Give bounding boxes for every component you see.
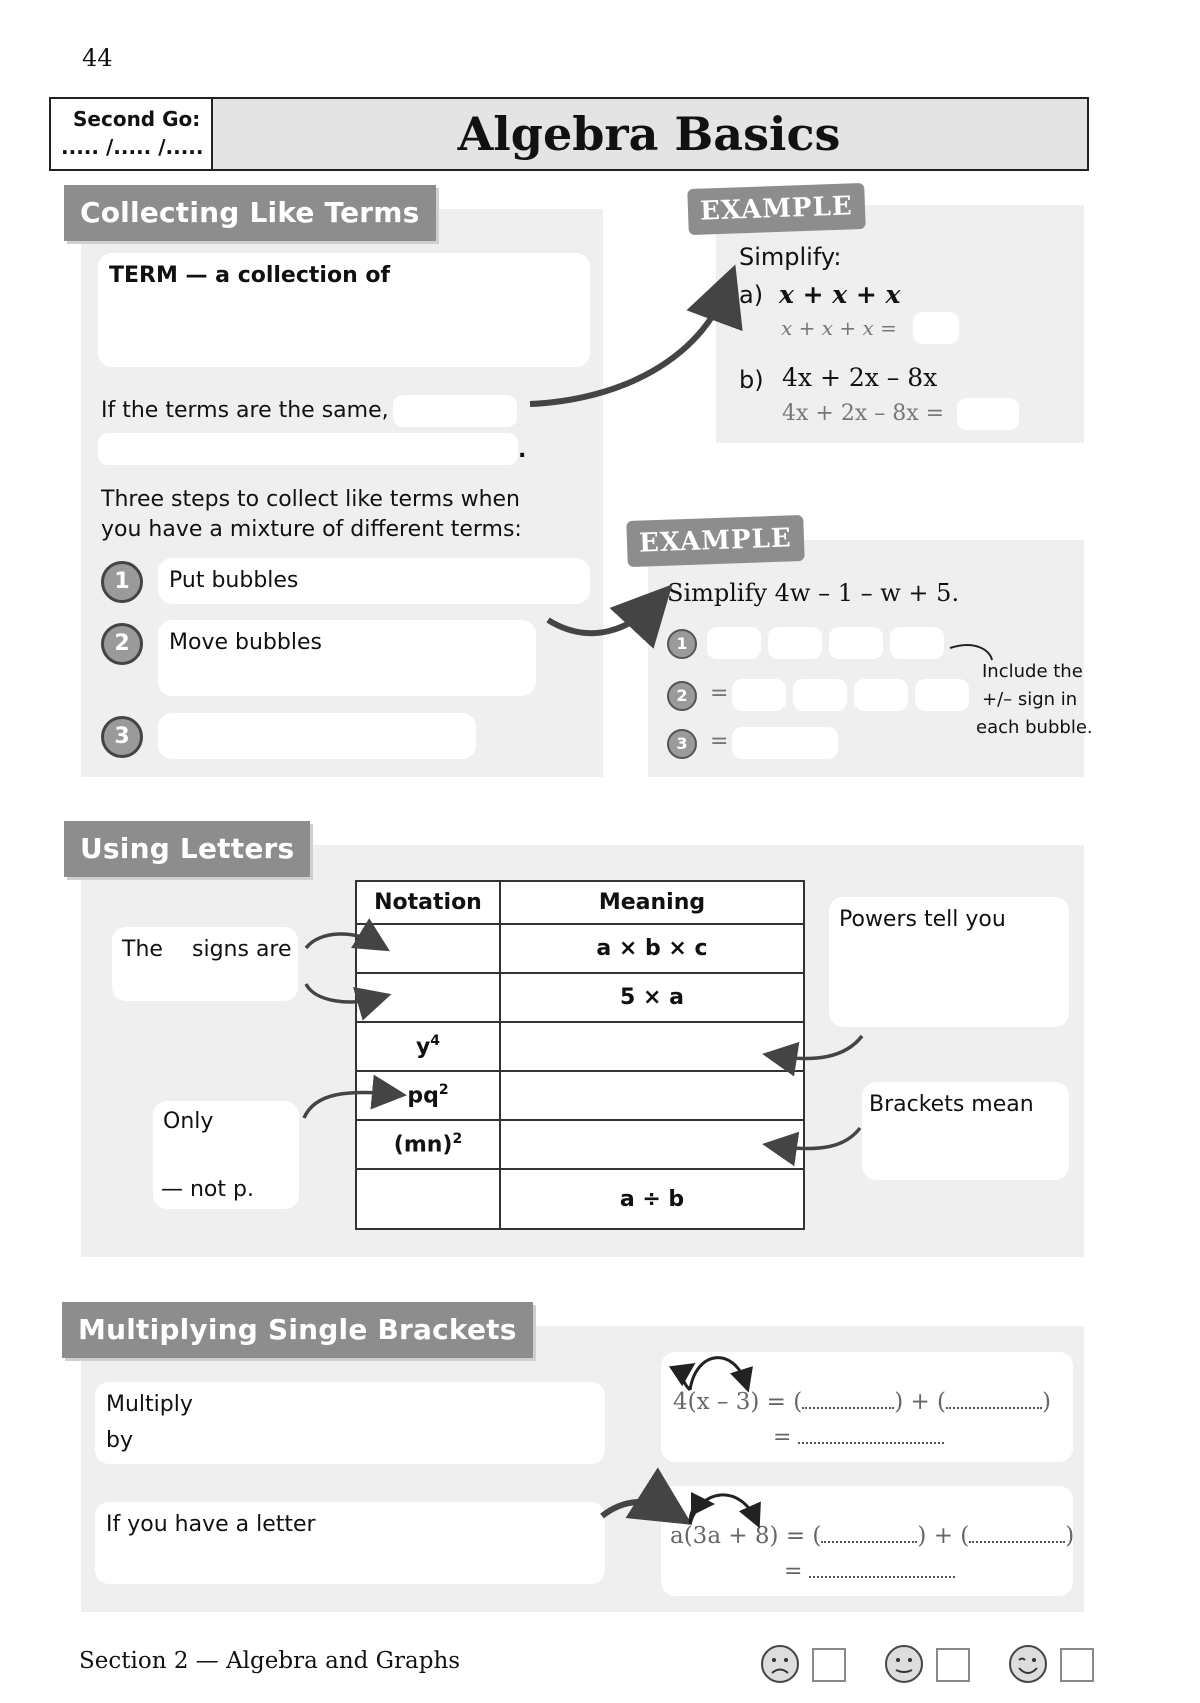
table-row [356,973,804,1022]
example1-b-answer[interactable] [957,398,1019,430]
same-terms-blank-2[interactable] [98,433,518,465]
example2-bubble-3[interactable] [732,727,838,759]
powers-text: Powers tell you [839,907,1006,932]
example2-note-line3: each bubble. [976,717,1093,738]
header-box [49,97,1089,171]
page-number: 44 [82,44,113,72]
signs-text-rest: signs are [192,937,292,962]
example1-a-label: a) [739,281,764,309]
example2-bubble-1c[interactable] [829,627,883,659]
tick-box-1[interactable] [812,1648,846,1682]
notation-cell [356,1120,500,1169]
meaning-cell-blank[interactable] [500,1022,804,1071]
three-steps-line1: Three steps to collect like terms when [101,487,520,512]
neutral-face-icon[interactable] [884,1644,924,1684]
only-text: Only [163,1109,214,1134]
notation-table [355,880,805,1230]
step-3-box[interactable] [158,713,476,759]
example2-step-3-number: 3 [667,729,697,759]
notation-base: y [415,1034,431,1060]
step-2-number: 2 [101,623,143,665]
signs-text-the: The [122,937,163,962]
bracket-example-2-blank-a[interactable] [821,1541,917,1543]
bracket-example-2-mid: ) + ( [917,1523,970,1549]
page-title: Algebra Basics [457,107,841,161]
three-steps-line2: you have a mixture of different terms: [101,517,522,542]
example1-b-label: b) [739,366,764,394]
example1-a-answer[interactable] [913,312,959,344]
example1-b-expr: 4x + 2x – 8x [782,363,938,392]
example2-bubble-2c[interactable] [854,679,908,711]
table-row [356,924,804,973]
example1-b-work: 4x + 2x – 8x = [782,401,945,426]
bracket-example-2-equals: = [784,1559,803,1584]
table-row [356,1169,804,1229]
notation-base: (mn) [393,1132,453,1158]
bracket-example-1-mid: ) + ( [894,1389,947,1415]
meaning-cell: 5 × a [500,973,804,1022]
step-1-number: 1 [101,561,143,603]
meaning-header: Meaning [500,881,804,924]
tick-box-3[interactable] [1060,1648,1094,1682]
notation-cell [356,1071,500,1120]
letters-tab: Using Letters [64,821,310,877]
same-terms-period: . [518,438,527,463]
table-row [356,1022,804,1071]
example2-bubble-2a[interactable] [732,679,786,711]
letter-text: If you have a letter [106,1512,316,1537]
example1-tag: EXAMPLE [687,183,865,235]
second-go-box [51,99,213,169]
example2-step-2-number: 2 [667,681,697,711]
happy-face-icon[interactable] [1008,1644,1048,1684]
notation-cell-blank[interactable] [356,973,500,1022]
meaning-cell: a ÷ b [500,1169,804,1229]
bracket-example-1-answer[interactable] [798,1442,944,1444]
example2-prompt: Simplify 4w – 1 – w + 5. [667,579,960,607]
example1-a-expr: x + x + x [779,280,901,309]
step-2-text: Move bubbles [169,630,322,655]
bracket-example-2-end: ) [1065,1523,1075,1549]
meaning-cell-blank[interactable] [500,1071,804,1120]
bracket-example-1 [673,1389,1051,1415]
step-3-number: 3 [101,716,143,758]
bracket-example-1-blank-b[interactable] [946,1407,1042,1409]
bracket-example-2-answer[interactable] [809,1576,955,1578]
bracket-example-2-result [784,1559,955,1584]
bracket-example-2 [670,1523,1074,1549]
notation-cell-blank[interactable] [356,924,500,973]
notation-sup: 2 [438,1082,449,1099]
brackets-tab: Multiplying Single Brackets [62,1302,533,1358]
bracket-example-1-blank-a[interactable] [802,1407,894,1409]
example2-note-line1: Include the [982,661,1083,682]
example2-tag: EXAMPLE [626,515,804,567]
multiply-line1: Multiply [106,1392,193,1417]
notation-header: Notation [356,881,500,924]
same-terms-blank-1[interactable] [393,395,517,427]
collecting-tab: Collecting Like Terms [64,185,436,241]
notation-base: pq [407,1083,439,1109]
second-go-label: Second Go: [73,107,201,131]
meaning-cell: a × b × c [500,924,804,973]
example2-step-3-eq: = [710,729,729,754]
tick-box-2[interactable] [936,1648,970,1682]
example2-bubble-1d[interactable] [890,627,944,659]
multiply-line2: by [106,1428,133,1453]
example1-simplify: Simplify: [739,243,842,271]
table-row [356,1071,804,1120]
example2-step-1-number: 1 [667,629,697,659]
example2-bubble-2b[interactable] [793,679,847,711]
notation-sup: 2 [452,1131,463,1148]
example2-bubble-2d[interactable] [915,679,969,711]
notation-cell [356,1022,500,1071]
notation-cell-blank[interactable] [356,1169,500,1229]
example2-step-2-eq: = [710,681,729,706]
bracket-example-1-equals: = [773,1425,792,1450]
example2-note-line2: +/– sign in [982,689,1078,710]
table-row [356,1120,804,1169]
step-1-text: Put bubbles [169,568,299,593]
bracket-example-2-lhs: a(3a + 8) = ( [670,1523,822,1549]
example2-bubble-1a[interactable] [707,627,761,659]
term-text: TERM — a collection of [109,263,391,288]
notation-sup: 4 [430,1033,441,1050]
meaning-cell-blank[interactable] [500,1120,804,1169]
sad-face-icon[interactable] [760,1644,800,1684]
date-field[interactable]: ..... /..... /..... [61,135,204,159]
bracket-example-1-result [773,1425,944,1450]
not-p-text: — not p. [161,1177,254,1202]
bracket-example-1-end: ) [1042,1389,1052,1415]
bracket-example-2-blank-b[interactable] [969,1541,1065,1543]
section-footer: Section 2 — Algebra and Graphs [79,1648,461,1674]
example2-bubble-1b[interactable] [768,627,822,659]
example1-a-work: x + x + x = [781,316,897,340]
same-terms-text: If the terms are the same, [101,398,389,423]
bracket-example-1-lhs: 4(x – 3) = ( [673,1389,803,1415]
brackets-mean-text: Brackets mean [869,1092,1034,1117]
